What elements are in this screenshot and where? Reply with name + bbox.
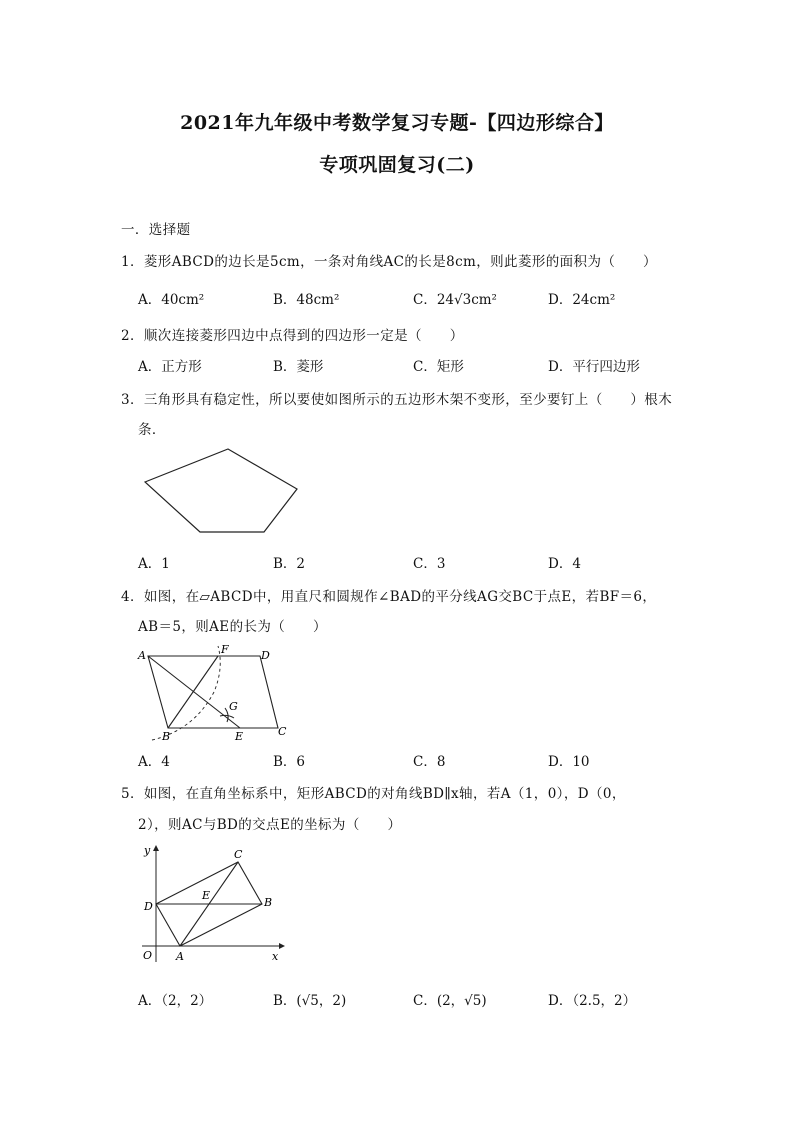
document-subtitle: 专项巩固复习(二): [319, 154, 475, 176]
figure-label-o: O: [143, 949, 153, 962]
figure-label-b: B: [162, 730, 171, 742]
question-2-option-c: C．矩形: [413, 359, 464, 375]
question-4-text-line1: 4．如图，在▱ABCD中，用直尺和圆规作∠BAD的平分线AG交BC于点E，若BF＝6，: [121, 589, 657, 605]
parallelogram-figure: [132, 642, 292, 742]
question-1-option-a: A．40cm²: [138, 292, 205, 308]
figure-label-e: E: [202, 889, 211, 902]
question-3-option-b: B．2: [273, 556, 306, 572]
question-5-text-line2: 2），则AC与BD的交点E的坐标为（ ）: [138, 817, 402, 833]
figure-label-c: C: [278, 725, 287, 738]
axis-label-x: x: [272, 950, 279, 963]
figure-label-g: G: [229, 700, 238, 713]
figure-label-d: D: [144, 900, 153, 913]
question-4-text-line2: AB＝5，则AE的长为（ ）: [138, 619, 327, 635]
question-2-option-d: D．平行四边形: [548, 359, 640, 375]
question-3-text-line2: 条．: [138, 422, 166, 438]
question-5-text-line1: 5．如图，在直角坐标系中，矩形ABCD的对角线BD∥x轴，若A（1，0），D（0，: [121, 786, 626, 802]
figure-label-d: D: [261, 649, 270, 662]
question-2-text: 2．顺次连接菱形四边中点得到的四边形一定是（ ）: [121, 328, 464, 344]
figure-label-f: F: [221, 643, 229, 656]
question-3-option-a: A．1: [138, 556, 170, 572]
question-5-option-b: B．(√5，2): [273, 993, 347, 1009]
axis-label-y: y: [144, 844, 151, 857]
figure-label-a: A: [138, 649, 146, 662]
question-3-option-d: D．4: [548, 556, 581, 572]
question-2-option-a: A．正方形: [138, 359, 202, 375]
question-4-option-b: B．6: [273, 754, 306, 770]
question-1-option-c: C．24√3cm²: [413, 292, 497, 308]
figure-label-c: C: [234, 848, 243, 861]
question-1-option-b: B．48cm²: [273, 292, 340, 308]
question-4-option-d: D．10: [548, 754, 590, 770]
question-1-option-d: D．24cm²: [548, 292, 616, 308]
section-heading: 一．选择题: [121, 222, 191, 238]
question-4-option-a: A．4: [138, 754, 170, 770]
question-4-option-c: C．8: [413, 754, 446, 770]
pentagon-figure: [140, 445, 305, 537]
question-5-option-d: D．（2.5，2）: [548, 993, 637, 1009]
question-5-option-c: C．(2，√5): [413, 993, 487, 1009]
coordinate-figure: [138, 838, 298, 968]
question-5-option-a: A．（2，2）: [138, 993, 213, 1009]
question-3-option-c: C．3: [413, 556, 446, 572]
figure-label-a: A: [176, 950, 184, 963]
question-2-option-b: B．菱形: [273, 359, 324, 375]
question-1-text: 1．菱形ABCD的边长是5cm，一条对角线AC的长是8cm，则此菱形的面积为（ ）: [121, 254, 657, 270]
figure-label-e: E: [235, 730, 244, 742]
document-title: 2021年九年级中考数学复习专题-【四边形综合】: [180, 112, 614, 134]
figure-label-b: B: [264, 896, 273, 909]
question-3-text-line1: 3．三角形具有稳定性，所以要使如图所示的五边形木架不变形，至少要钉上（ ）根木: [121, 392, 673, 408]
